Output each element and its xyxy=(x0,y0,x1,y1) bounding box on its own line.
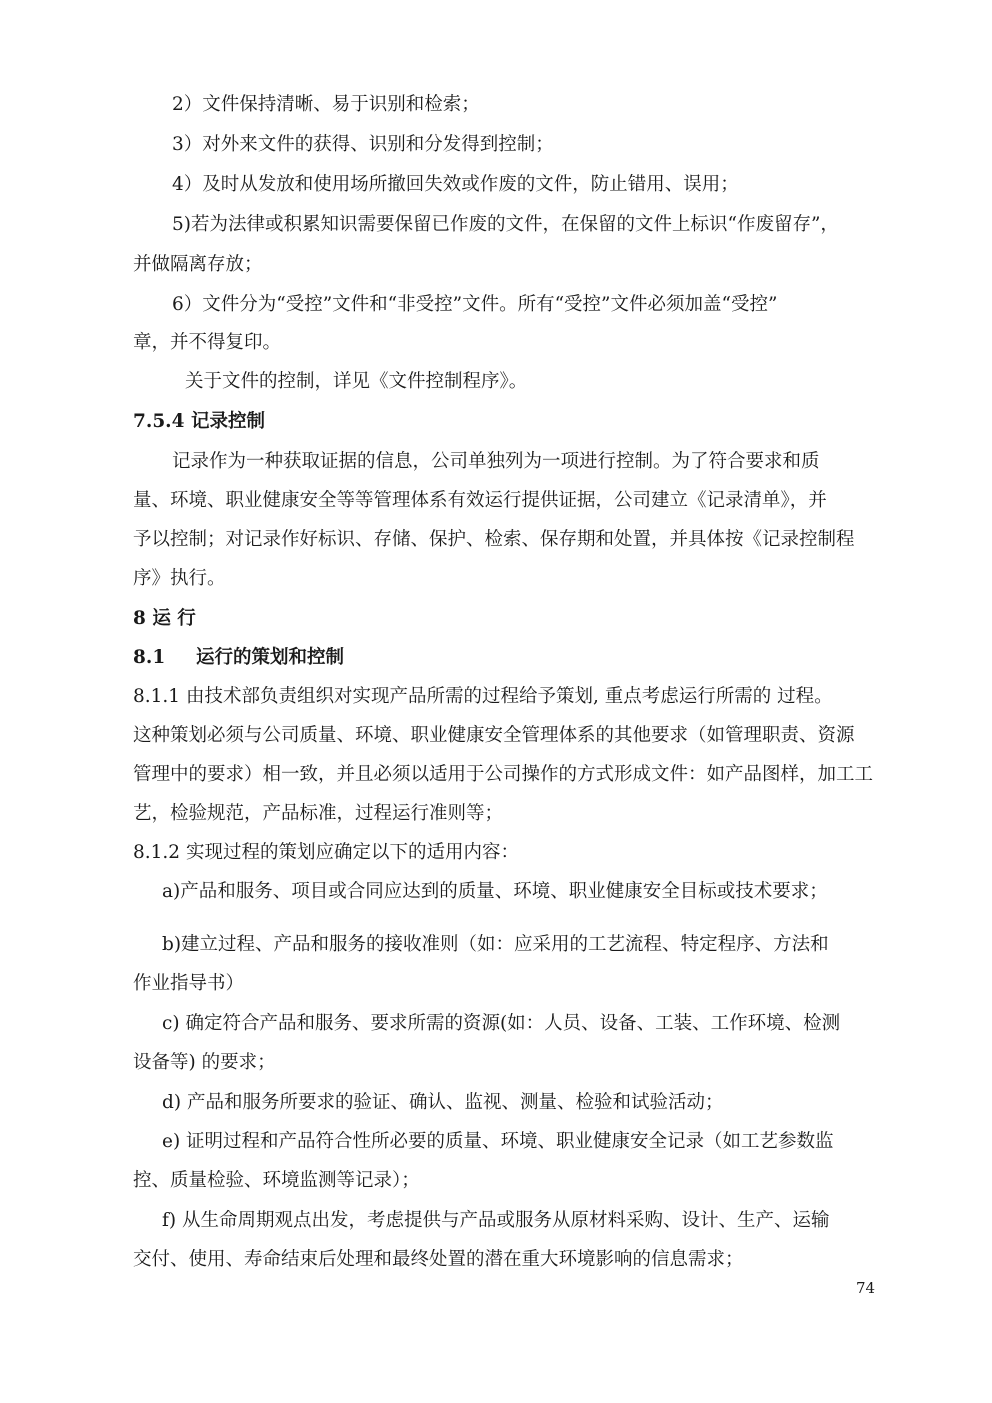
list-item-5: 5)若为法律或积累知识需要保留已作废的文件，在保留的文件上标识“作废留存”， xyxy=(172,214,839,235)
list-item-b-cont: 作业指导书） xyxy=(133,973,245,994)
list-item-c-cont: 设备等) 的要求； xyxy=(133,1052,276,1073)
paragraph-line: 这种策划必须与公司质量、环境、职业健康安全管理体系的其他要求（如管理职责、资源 xyxy=(133,725,855,746)
list-item-2: 2）文件保持清晰、易于识别和检索； xyxy=(172,94,480,115)
list-item-4: 4）及时从发放和使用场所撤回失效或作废的文件，防止错用、误用； xyxy=(172,174,739,195)
list-item-e: e) 证明过程和产品符合性所必要的质量、环境、职业健康安全记录（如工艺参数监 xyxy=(162,1131,834,1152)
section-heading-8: 8 运 行 xyxy=(133,608,196,629)
section-title: 运行的策划和控制 xyxy=(196,647,345,668)
list-item-c: c) 确定符合产品和服务、要求所需的资源(如：人员、设备、工装、工作环境、检测 xyxy=(162,1013,841,1034)
paragraph-line: 8.1.1 由技术部负责组织对实现产品所需的过程给予策划, 重点考虑运行所需的 过程。 xyxy=(133,686,833,707)
list-item-3: 3）对外来文件的获得、识别和分发得到控制； xyxy=(172,134,554,155)
page-number: 74 xyxy=(856,1279,876,1297)
list-item-a: a)产品和服务、项目或合同应达到的质量、环境、职业健康安全目标或技术要求； xyxy=(162,881,828,902)
list-item-5-cont: 并做隔离存放； xyxy=(133,254,263,275)
paragraph-line: 8.1.2 实现过程的策划应确定以下的适用内容： xyxy=(133,842,519,863)
paragraph-line: 量、环境、职业健康安全等等管理体系有效运行提供证据，公司建立《记录清单》，并 xyxy=(133,490,827,511)
paragraph-line: 序》执行。 xyxy=(133,568,226,589)
section-number: 8.1 xyxy=(133,647,166,668)
paragraph-line: 予以控制；对记录作好标识、存储、保护、检索、保存期和处置，并具体按《记录控制程 xyxy=(133,529,855,550)
list-item-b: b)建立过程、产品和服务的接收准则（如：应采用的工艺流程、特定程序、方法和 xyxy=(162,934,829,955)
list-item-f-cont: 交付、使用、寿命结束后处理和最终处置的潜在重大环境影响的信息需求； xyxy=(133,1249,744,1270)
list-item-6-cont: 章，并不得复印。 xyxy=(133,332,282,353)
list-item-d: d) 产品和服务所要求的验证、确认、监视、测量、检验和试验活动； xyxy=(162,1092,724,1113)
list-item-e-cont: 控、质量检验、环境监测等记录）； xyxy=(133,1170,420,1191)
paragraph-line: 记录作为一种获取证据的信息，公司单独列为一项进行控制。为了符合要求和质 xyxy=(172,451,820,472)
reference-line: 关于文件的控制，详见《文件控制程序》。 xyxy=(185,371,528,392)
section-heading-7-5-4: 7.5.4 记录控制 xyxy=(133,411,265,432)
list-item-f: f) 从生命周期观点出发，考虑提供与产品或服务从原材料采购、设计、生产、运输 xyxy=(162,1210,830,1231)
list-item-6: 6）文件分为“受控”文件和“非受控”文件。所有“受控”文件必须加盖“受控” xyxy=(172,294,778,315)
paragraph-line: 艺，检验规范，产品标准，过程运行准则等； xyxy=(133,803,504,824)
paragraph-line: 管理中的要求）相一致，并且必须以适用于公司操作的方式形成文件：如产品图样，加工工 xyxy=(133,764,874,785)
